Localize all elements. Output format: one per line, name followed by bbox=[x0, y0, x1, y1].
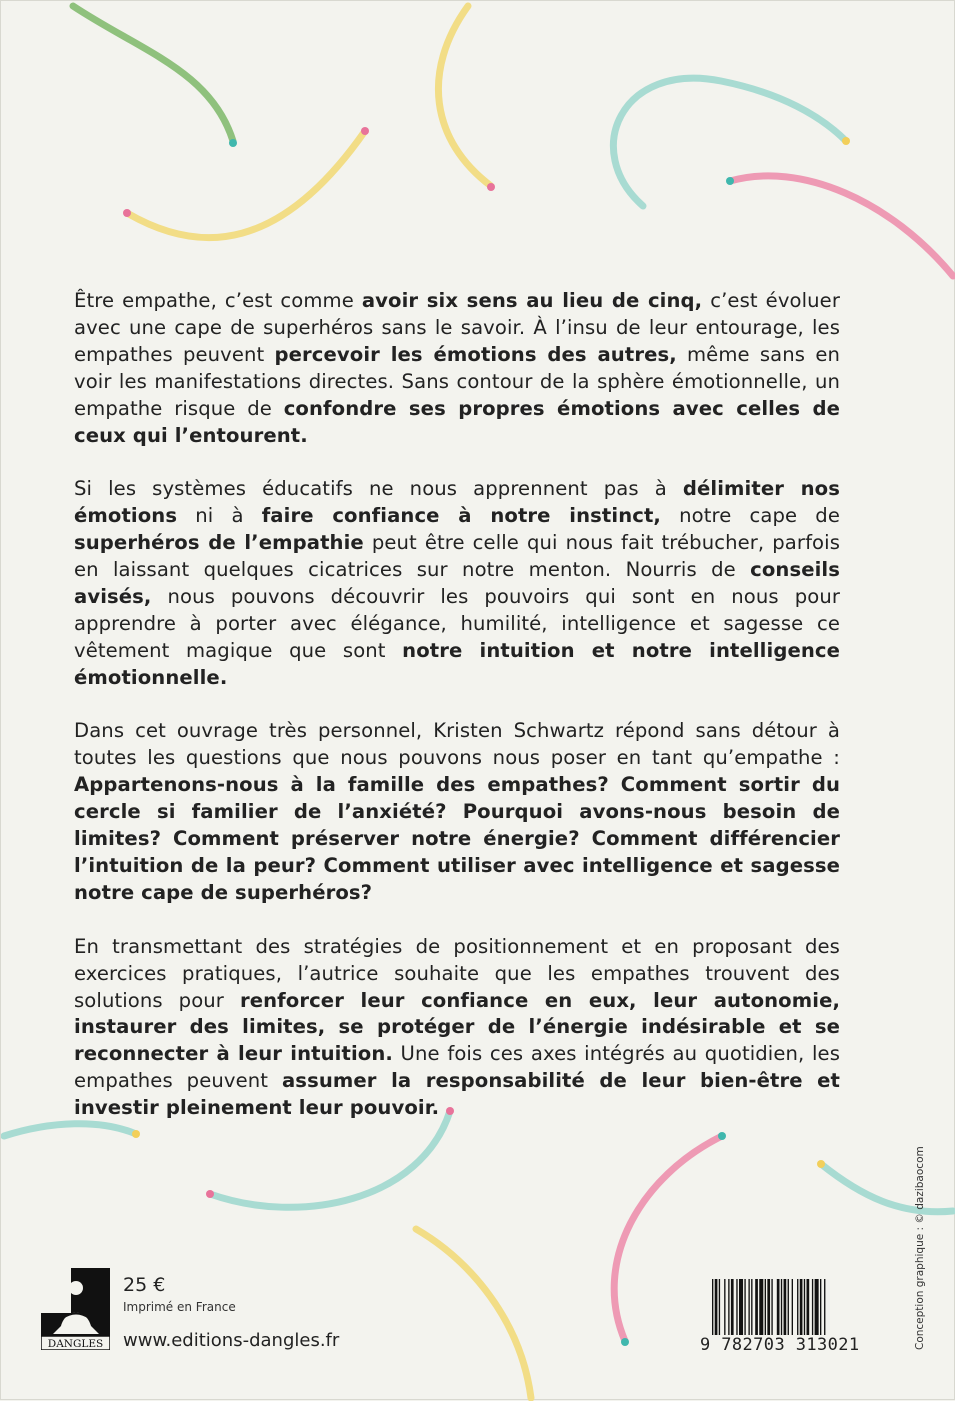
text-run: ni à bbox=[177, 504, 262, 528]
printed-in: Imprimé en France bbox=[123, 1300, 236, 1314]
blurb-paragraph-4 bbox=[74, 934, 840, 1122]
barcode-bar bbox=[728, 1279, 729, 1335]
svg-text:DANGLES: DANGLES bbox=[47, 1338, 104, 1350]
text-run: notre cape de bbox=[660, 504, 840, 528]
bold-text-run: renforcer leur confiance en eux, leur autonomie, instaurer des limites, se protéger de l’énergie indésirable et se reconnecter à leur intuition. bbox=[74, 988, 841, 1066]
curve-dot bbox=[726, 177, 734, 185]
barcode-bar bbox=[815, 1279, 819, 1335]
barcode-bar bbox=[807, 1279, 810, 1335]
text-run: Si les systèmes éducatifs ne nous apprennent pas à bbox=[74, 477, 683, 501]
text-run: En transmettant des stratégies de positionnement et en proposant des exercices pratiques, l’autrice souhaite que les empathes trouvent des solutions pour bbox=[74, 934, 840, 1012]
barcode-bar bbox=[759, 1279, 763, 1335]
barcode-bar bbox=[781, 1279, 782, 1335]
barcode-bar bbox=[765, 1279, 766, 1335]
bold-text-run: assumer la responsabilité de leur bien-être et investir pleinement leur pouvoir. bbox=[74, 1069, 840, 1120]
curve-dot bbox=[817, 1160, 825, 1168]
barcode-bar bbox=[767, 1279, 770, 1335]
bold-text-run: superhéros de l’empathie bbox=[74, 531, 364, 555]
curve-yellow-top bbox=[438, 6, 491, 186]
barcode-bar bbox=[812, 1279, 813, 1335]
blurb-paragraph-3 bbox=[74, 718, 840, 906]
bold-text-run: avoir six sens au lieu de cinq, bbox=[361, 289, 703, 312]
barcode-bar bbox=[739, 1279, 743, 1335]
barcode-bar bbox=[784, 1279, 787, 1335]
bold-text-run: faire confiance à notre instinct, bbox=[261, 504, 661, 528]
curve-dot bbox=[487, 183, 495, 191]
barcode-bar bbox=[736, 1279, 737, 1335]
dangles-logo bbox=[41, 1268, 110, 1350]
barcode-bar bbox=[715, 1279, 718, 1343]
barcode-bar bbox=[731, 1279, 734, 1335]
price: 25 € bbox=[123, 1274, 166, 1296]
text-run: Dans cet ouvrage très personnel, Kristen Schwartz répond sans détour à toutes les questions que nous pouvons nous poser en tant qu’empathe : bbox=[74, 719, 840, 770]
curve-dot bbox=[123, 209, 131, 217]
barcode-bar bbox=[724, 1279, 725, 1335]
bold-text-run: conseils avisés, bbox=[74, 558, 840, 608]
curve-dot bbox=[842, 137, 850, 145]
barcode-bar bbox=[788, 1279, 789, 1335]
barcode-bar bbox=[771, 1279, 772, 1335]
curve-dot bbox=[229, 139, 237, 147]
curve-dot bbox=[621, 1338, 629, 1346]
curve-teal-bottom-right bbox=[821, 1164, 953, 1212]
barcode-bar bbox=[712, 1279, 713, 1343]
bold-text-run: notre intuition et notre intelligence émotionnelle. bbox=[74, 638, 840, 689]
curve-dot bbox=[206, 1190, 214, 1198]
barcode-bar bbox=[744, 1279, 745, 1335]
back-cover-blurb bbox=[74, 288, 840, 1149]
barcode-bar bbox=[755, 1279, 758, 1335]
blurb-paragraph-1 bbox=[74, 288, 840, 449]
curve-yellow-arc bbox=[127, 131, 365, 238]
barcode-bar bbox=[777, 1279, 780, 1335]
text-run: c’est évoluer avec une cape de superhéros sans le savoir. À l’insu de leur entourage, les empathes peuvent bbox=[74, 289, 840, 366]
curve-yellow-bottom-mid bbox=[416, 1229, 531, 1398]
text-run: Une fois ces axes intégrés au quotidien, les empathes peuvent bbox=[74, 1042, 840, 1093]
barcode-bar bbox=[719, 1279, 720, 1335]
barcode-bar bbox=[748, 1279, 749, 1335]
text-run: peut être celle qui nous fait trébucher, parfois en laissant quelques cicatrices sur notre menton. Nourris de bbox=[74, 531, 841, 582]
barcode-bar bbox=[804, 1279, 805, 1335]
barcode-bar bbox=[824, 1279, 825, 1343]
blurb-paragraph-2 bbox=[74, 476, 840, 691]
barcode-bar bbox=[820, 1279, 821, 1335]
curve-green-top-left bbox=[73, 6, 233, 141]
isbn-digits: 9 782703 313021 bbox=[700, 1335, 868, 1355]
publisher-website[interactable]: www.editions-dangles.fr bbox=[123, 1330, 340, 1351]
bold-text-run: délimiter nos émotions bbox=[74, 477, 840, 528]
bold-text-run: confondre ses propres émotions avec celles de ceux qui l’entourent. bbox=[74, 396, 841, 447]
barcode-bar bbox=[751, 1279, 752, 1335]
barcode-bar bbox=[797, 1279, 798, 1335]
bold-text-run: percevoir les émotions des autres, bbox=[274, 342, 677, 366]
curve-dot bbox=[361, 127, 369, 135]
text-run: même sans en voir les manifestations directes. Sans contour de la sphère émotionnelle, un empathe risque de bbox=[74, 342, 840, 420]
barcode-bar bbox=[800, 1279, 803, 1335]
bold-text-run: Appartenons-nous à la famille des empathes? Comment sortir du cercle si familier de l’anxiété? Pourquoi avons-nous besoin de limites? Comment préserver notre énergie? Comment différencier l’intuition de la peur? Comment utiliser avec intelligence et sagesse notre cape de superhéros? bbox=[74, 773, 840, 904]
barcode-bar bbox=[792, 1279, 793, 1335]
text-run: Être empathe, c’est comme bbox=[74, 289, 362, 312]
curve-teal-arc bbox=[613, 78, 846, 206]
text-run: nous pouvons découvrir les pouvoirs qui sont en nous pour apprendre à porter avec élégance, humilité, intelligence et sagesse ce vêtement magique que sont bbox=[74, 584, 840, 662]
curve-pink-top-right bbox=[730, 176, 953, 276]
design-credit: Conception graphique : © dazibaocom bbox=[914, 1146, 926, 1350]
